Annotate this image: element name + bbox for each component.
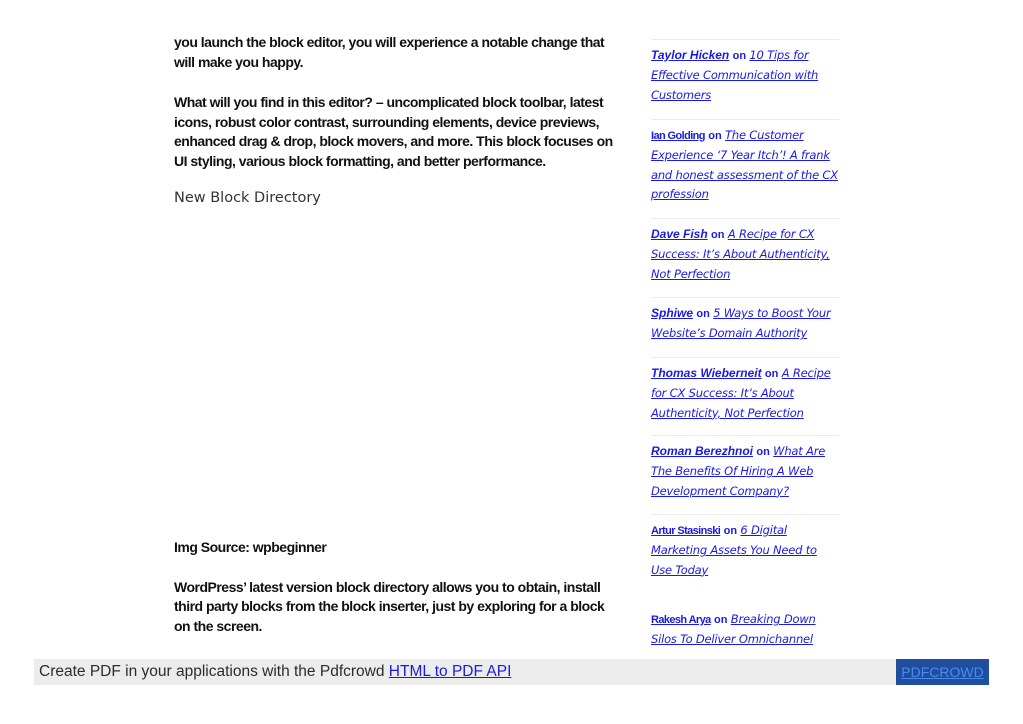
on-label: on [723, 525, 738, 537]
comment-author-link[interactable]: Roman Berezhnoi [651, 444, 754, 458]
comment-post-link[interactable]: A Recipe for CX Success: It’s About Authenticity, Not Perfection [651, 227, 830, 281]
on-label: on [714, 614, 728, 626]
comment-author-link[interactable]: Thomas Wieberneit [651, 366, 762, 380]
on-label: on [756, 446, 770, 458]
section-heading: New Block Directory [174, 190, 321, 206]
comment-author-link[interactable]: Rakesh Arya [651, 614, 711, 626]
article-paragraph-directory: WordPress’ latest version block directory allows you to obtain, install third party blocks from the block inserter, just by exploring for a block on the screen. [174, 578, 605, 634]
comment-item [651, 297, 839, 357]
html-to-pdf-api-link[interactable]: HTML to PDF API [388, 663, 512, 680]
comment-post-link[interactable]: A Recipe for CX Success: It’s About Authenticity, Not Perfection [651, 366, 831, 420]
comment-author-link[interactable]: Dave Fish [651, 227, 708, 241]
comment-post-link[interactable]: 5 Ways to Boost Your Website’s Domain Authority [651, 306, 831, 341]
comment-item [651, 218, 839, 297]
comment-item [651, 514, 839, 607]
image-placeholder [174, 208, 619, 538]
comment-author-link[interactable]: Artur Stasinski [651, 525, 721, 537]
comment-author-link[interactable]: Sphiwe [651, 306, 694, 320]
on-label: on [732, 50, 747, 62]
article-column [174, 33, 619, 636]
recent-comments-sidebar [651, 39, 839, 650]
article-paragraph-intro: you launch the block editor, you will experience a notable change that will make you happy. [174, 34, 605, 70]
comment-item [651, 39, 839, 119]
on-label: on [711, 229, 725, 241]
comment-item [651, 610, 839, 650]
pdfcrowd-badge-link[interactable]: PDFCROWD [896, 659, 989, 685]
footer-text [39, 663, 511, 681]
comment-post-link[interactable]: 6 Digital Marketing Assets You Need to Use Today [651, 523, 817, 577]
image-source-caption: Img Source: wpbeginner [174, 539, 327, 555]
pdfcrowd-footer [34, 659, 989, 685]
comment-item [651, 357, 839, 435]
article-paragraph-features: What will you find in this editor? – uncomplicated block toolbar, latest icons, robust color contrast, surrounding elements, device previews, enhanced drag & drop, block movers, and more. This block focuses on UI styling, various block formatting, and better performance. [174, 94, 613, 169]
comment-post-link[interactable]: Breaking Down Silos To Deliver Omnichannel [651, 612, 816, 647]
comment-post-link[interactable]: The Customer Experience ‘7 Year Itch’! A frank and honest assessment of the CX profession [651, 128, 838, 201]
on-label: on [764, 368, 779, 380]
comment-author-link[interactable]: Ian Golding [651, 130, 705, 142]
comment-post-link[interactable]: What Are The Benefits Of Hiring A Web Development Company? [651, 444, 826, 498]
comment-author-link[interactable]: Taylor Hicken [651, 48, 730, 62]
comment-post-link[interactable]: 10 Tips for Effective Communication with Customers [651, 48, 819, 102]
on-label: on [708, 130, 722, 142]
comment-item [651, 435, 839, 514]
footer-prefix: Create PDF in your applications with the Pdfcrowd [39, 663, 389, 680]
on-label: on [696, 308, 710, 320]
comment-item [651, 119, 839, 218]
